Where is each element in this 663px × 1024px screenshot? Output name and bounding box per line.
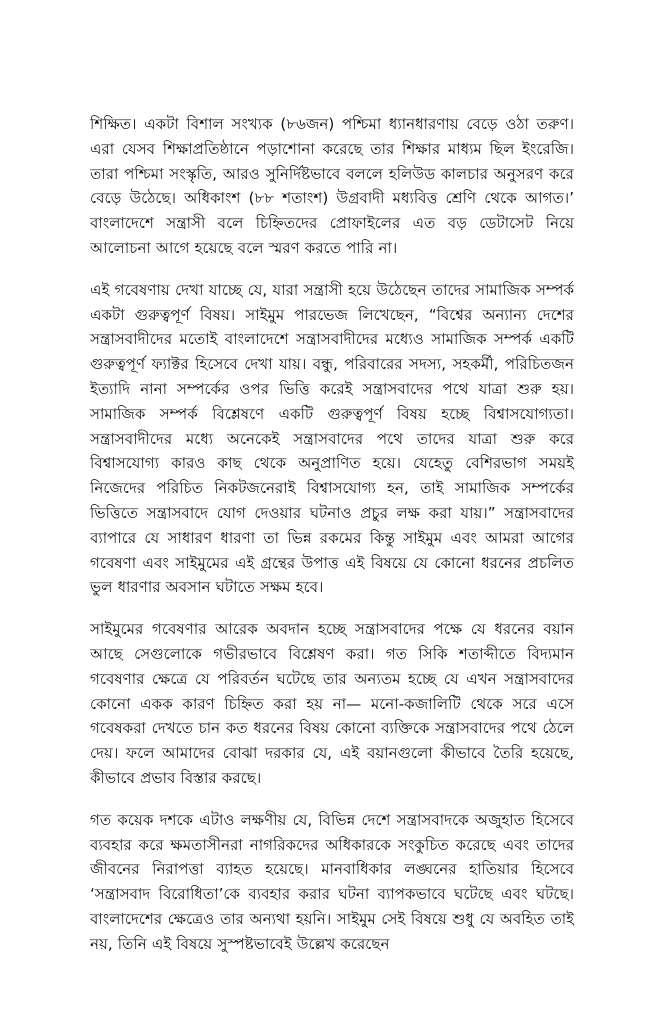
paragraph: সাইমুমের গবেষণার আরেক অবদান হচ্ছে সন্ত্রাসবাদের পক্ষে যে ধরনের বয়ান আছে সেগুলোকে গভীরভাবে বিশ্লেষণ করা। গত সিকি শতাব্দীতে বিদ্যমান গবেষণার ক্ষেত্রে যে পরিবর্তন ঘটেছে তার অন্যতম হচ্ছে যে এখন সন্ত্রাসবাদের কোনো একক কারণ চিহ্নিত করা হয় না— মনো-কজালিটি থেকে সরে এসে গবেষকরা দেখতে চান কত ধরনের বিষয় কোনো ব্যক্তিকে সন্ত্রাসবাদের পথে ঠেলে দেয়। ফলে আমাদের বোঝা দরকার যে, এই বয়ানগুলো কীভাবে তৈরি হয়েছে, কীভাবে প্রভাব বিস্তার করছে। (90, 620, 574, 787)
paragraph: এই গবেষণায় দেখা যাচ্ছে যে, যারা সন্ত্রাসী হয়ে উঠেছেন তাদের সামাজিক সম্পর্ক একটা গুরুত্বপূর্ণ বিষয়। সাইমুম পারভেজ লিখেছেন, “বিশ্বের অন্যান্য দেশের সন্ত্রাসবাদীদের মতোই বাংলাদেশে সন্ত্রাসবাদীদের মধ্যেও সামাজিক সম্পর্ক একটি গুরুত্বপূর্ণ ফ্যাক্টর হিসেবে দেখা যায়। বন্ধু, পরিবারের সদস্য, সহকর্মী, পরিচিতজন ইত্যাদি নানা সম্পর্কের ওপর ভিত্তি করেই সন্ত্রাসবাদের পথে যাত্রা শুরু হয়। সামাজিক সম্পর্ক বিশ্লেষণে একটি গুরুত্বপূর্ণ বিষয় হচ্ছে বিশ্বাসযোগ্যতা। সন্ত্রাসবাদীদের মধ্যে অনেকেই সন্ত্রাসবাদের পথে তাদের যাত্রা শুরু করে বিশ্বাসযোগ্য কারও কাছ থেকে অনুপ্রাণিত হয়ে। যেহেতু বেশিরভাগ সময়ই নিজেদের পরিচিত নিকটজনেরাই বিশ্বাসযোগ্য হন, তাই সামাজিক সম্পর্কের ভিত্তিতে সন্ত্রাসবাদে যোগ দেওয়ার ঘটনাও প্রচুর লক্ষ করা যায়।” সন্ত্রাসবাদের ব্যাপারে যে সাধারণ ধারণা তা ভিন্ন রকমের কিন্তু সাইমুম এবং আমরা আগের গবেষণা এবং সাইমুমের এই গ্রন্থের উপাত্ত এই বিষয়ে যে কোনো ধরনের প্রচলিত ভুল ধারণার অবসান ঘটাতে সক্ষম হবে। (90, 280, 574, 597)
paragraph: শিক্ষিত। একটা বিশাল সংখ্যক (৮৬জন) পশ্চিমা ধ্যানধারণায় বেড়ে ওঠা তরুণ। এরা যেসব শিক্ষাপ্রতিষ্ঠানে পড়াশোনা করেছে তার শিক্ষার মাধ্যম ছিল ইংরেজি। তারা পশ্চিমা সংস্কৃতি, আরও সুনির্দিষ্টভাবে বললে হলিউড কালচার অনুসরণ করে বেড়ে উঠেছে। অধিকাংশ (৮৮ শতাংশ) উগ্রবাদী মধ্যবিত্ত শ্রেণি থেকে আগত।’ বাংলাদেশে সন্ত্রাসী বলে চিহ্নিতদের প্রোফাইলের এত বড় ডেটাসেট নিয়ে আলোচনা আগে হয়েছে বলে স্মরণ করতে পারি না। (90, 115, 574, 257)
paragraph: গত কয়েক দশকে এটাও লক্ষণীয় যে, বিভিন্ন দেশে সন্ত্রাসবাদকে অজুহাত হিসেবে ব্যবহার করে ক্ষমতাসীনরা নাগরিকদের অধিকারকে সংকুচিত করেছে এবং তাদের জীবনের নিরাপত্তা ব্যাহত হয়েছে। মানবাধিকার লঙ্ঘনের হাতিয়ার হিসেবে ‘সন্ত্রাসবাদ বিরোধিতা’কে ব্যবহার করার ঘটনা ব্যাপকভাবে ঘটেছে এবং ঘটছে। বাংলাদেশের ক্ষেত্রেও তার অন্যথা হয়নি। সাইমুম সেই বিষয়ে শুধু যে অবহিত তাই নয়, তিনি এই বিষয়ে সুস্পষ্টভাবেই উল্লেখ করেছেন (90, 810, 574, 953)
body-text-column (90, 112, 574, 957)
